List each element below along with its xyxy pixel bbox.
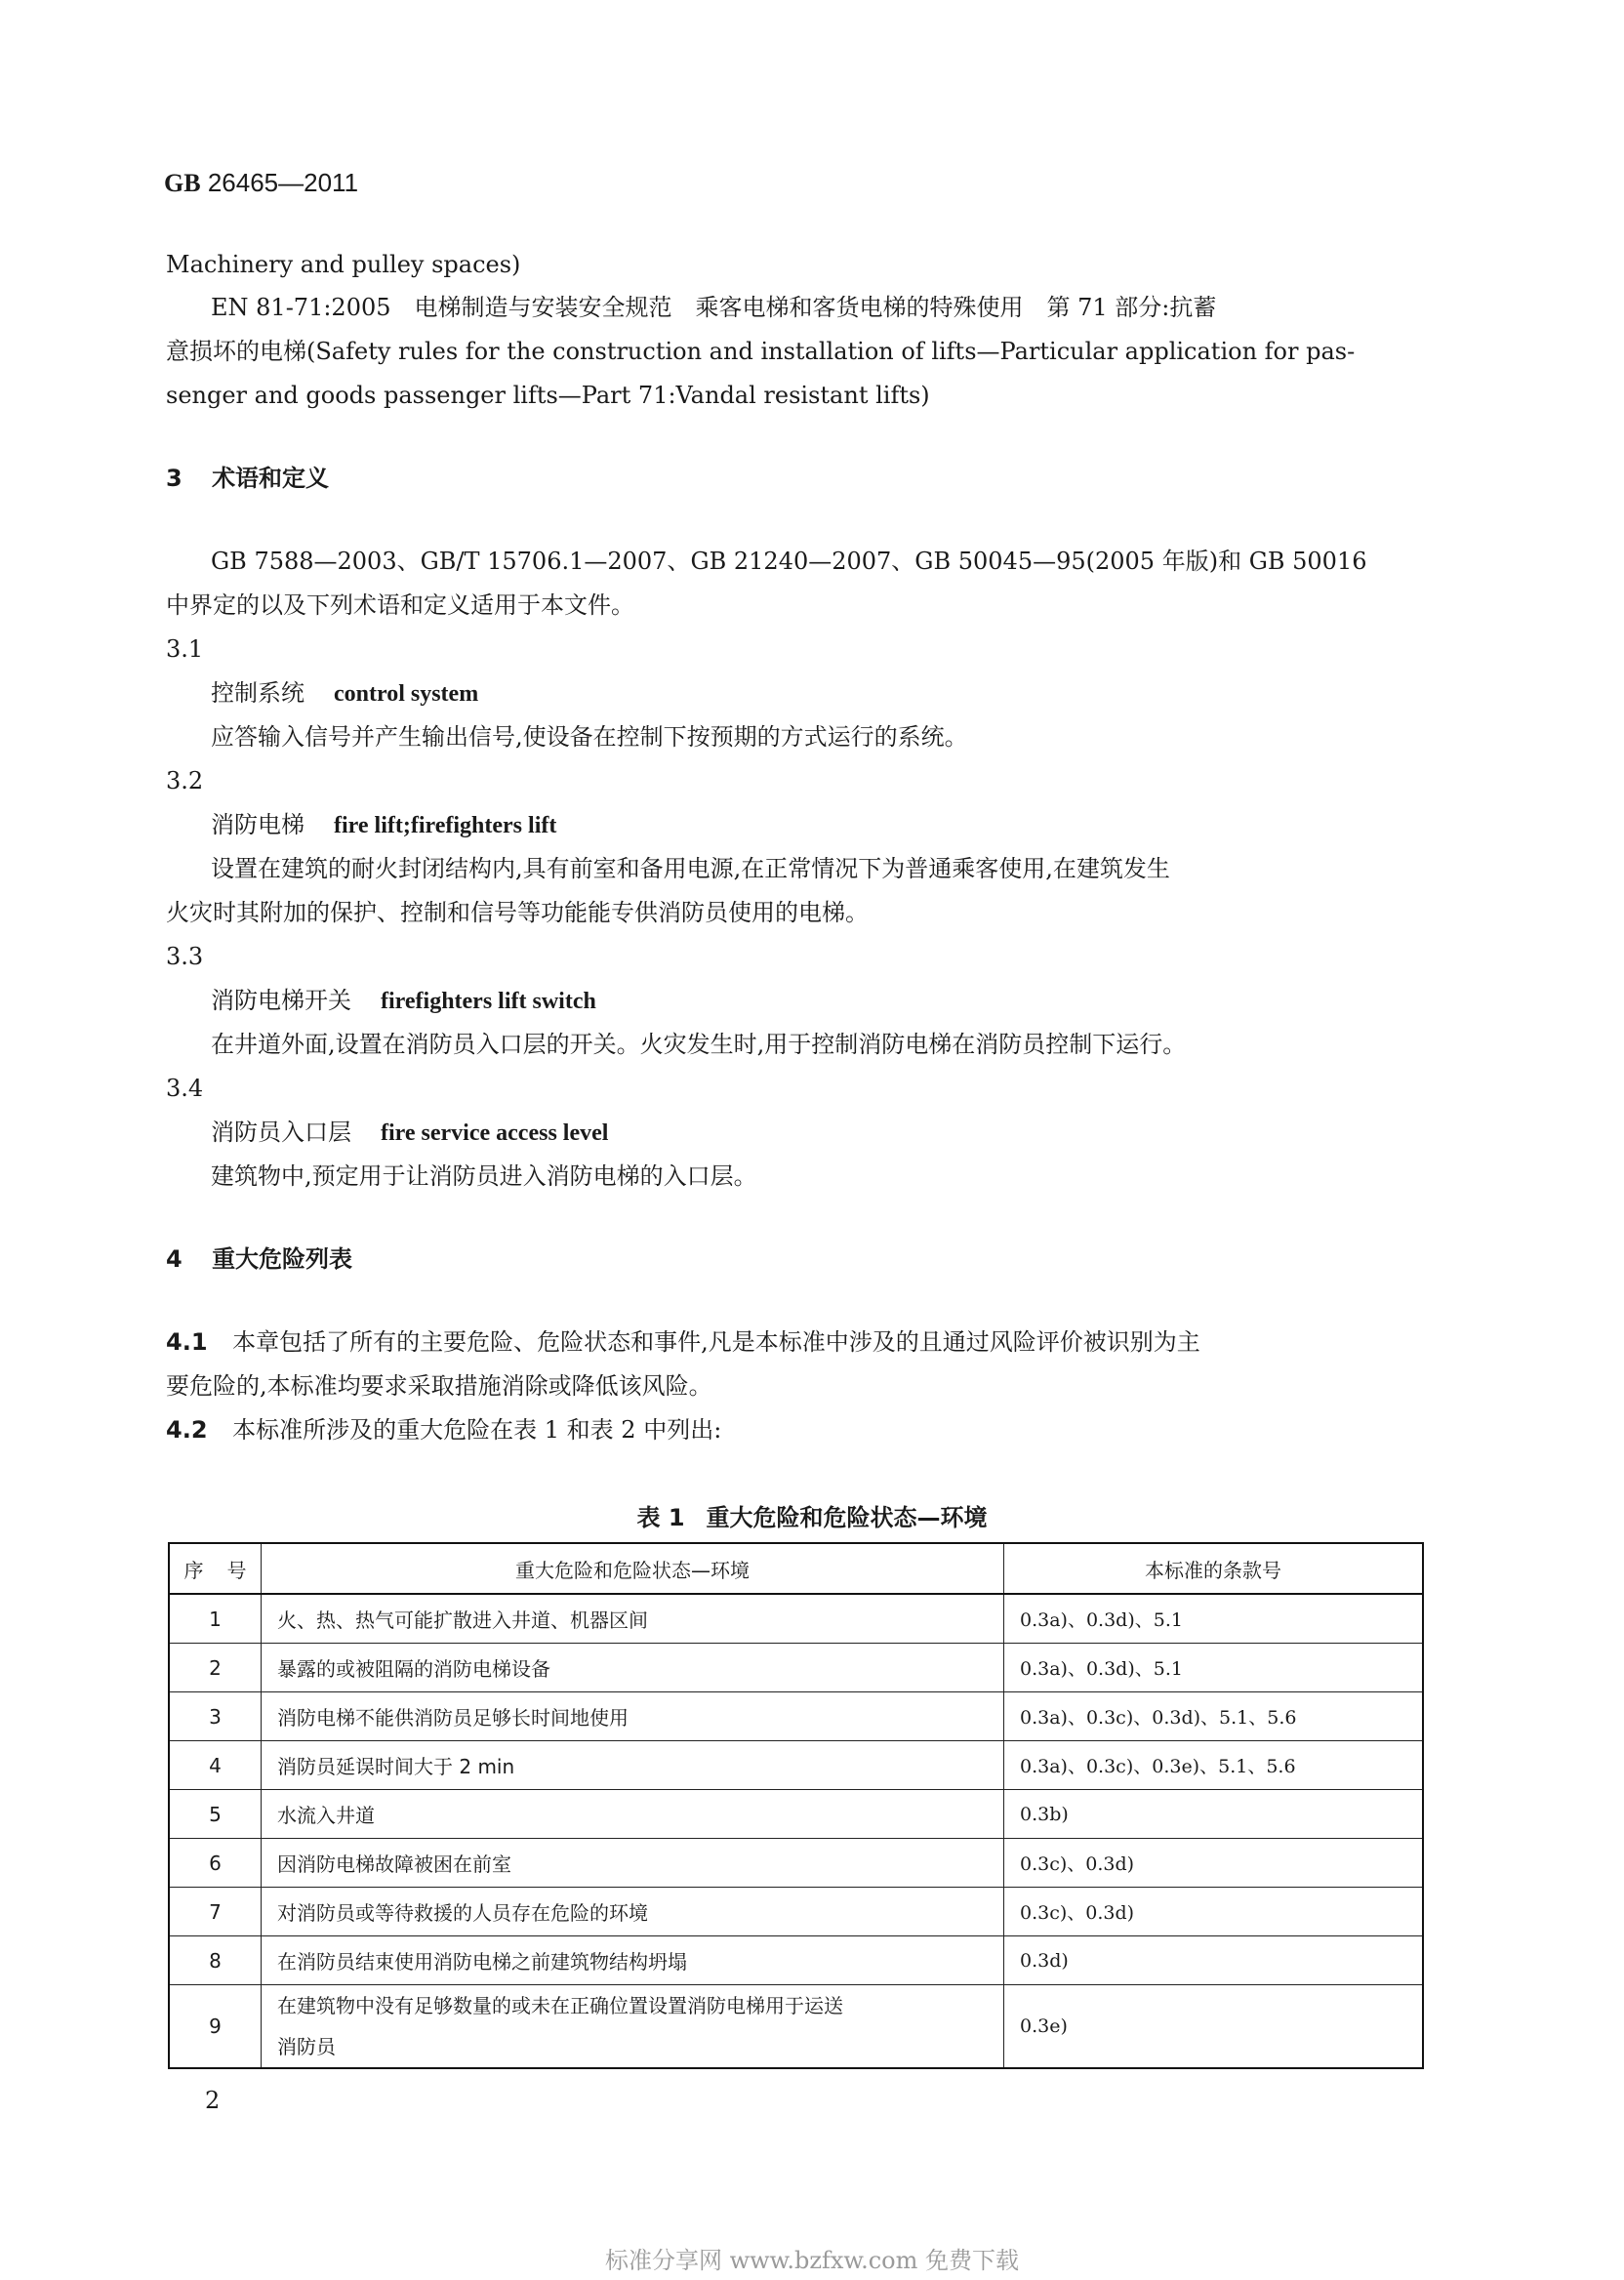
term-definition: 在井道外面,设置在消防员入口层的开关。火灾发生时,用于控制消防电梯在消防员控制下运行。: [211, 1031, 1187, 1058]
term-title: [211, 678, 478, 709]
row-number: 5: [169, 1790, 262, 1839]
row-clause: 0.3e): [1004, 1985, 1424, 2069]
header-clause: 本标准的条款号: [1004, 1543, 1424, 1594]
section-3-number: 3: [166, 465, 183, 492]
header-hazard: 重大危险和危险状态—环境: [262, 1543, 1004, 1594]
row-number: 1: [169, 1594, 262, 1644]
table-row: [169, 1790, 1423, 1839]
term-number: 3.3: [166, 943, 204, 970]
section-4-title: 重大危险列表: [212, 1245, 353, 1273]
term-cn: 控制系统: [211, 679, 304, 707]
reference-en81-71-line3: senger and goods passenger lifts—Part 71:Vandal resistant lifts): [166, 382, 930, 409]
row-hazard: 水流入井道: [262, 1790, 1004, 1839]
table-row: [169, 1985, 1423, 2069]
row-hazard: 对消防员或等待救援的人员存在危险的环境: [262, 1888, 1004, 1936]
section-3-heading: [166, 464, 329, 493]
term-en: control system: [334, 681, 479, 707]
reference-en81-71-line2: 意损坏的电梯(Safety rules for the construction and installation of lifts—Particular application for pas-: [166, 338, 1356, 365]
table-row: [169, 1594, 1423, 1644]
term-en: fire lift;firefighters lift: [334, 813, 557, 838]
row-number: 4: [169, 1741, 262, 1790]
section-3-intro-line1: GB 7588—2003、GB/T 15706.1—2007、GB 21240—2007、GB 50045—95(2005 年版)和 GB 50016: [211, 548, 1367, 575]
header-serial-number: [169, 1543, 262, 1594]
row-clause: 0.3c)、0.3d): [1004, 1839, 1424, 1888]
section-4-heading: [166, 1244, 352, 1274]
row-clause: 0.3a)、0.3d)、5.1: [1004, 1644, 1424, 1692]
row-number: 6: [169, 1839, 262, 1888]
table-row: [169, 1936, 1423, 1985]
row-clause: 0.3a)、0.3c)、0.3d)、5.1、5.6: [1004, 1692, 1424, 1741]
term-definition: 建筑物中,预定用于让消防员进入消防电梯的入口层。: [211, 1162, 757, 1190]
table-1-caption: 重大危险和危险状态—环境: [706, 1504, 988, 1531]
term-cn: 消防电梯: [211, 811, 304, 838]
table-1-title: [0, 1498, 1624, 1532]
table-1-number: 表 1: [636, 1504, 685, 1531]
row-number: 3: [169, 1692, 262, 1741]
clause-4-1-number: 4.1: [166, 1328, 208, 1356]
row-clause: 0.3a)、0.3c)、0.3e)、5.1、5.6: [1004, 1741, 1424, 1790]
row-hazard-line1: 在建筑物中没有足够数量的或未在正确位置设置消防电梯用于运送: [277, 1994, 843, 2017]
row-hazard: 消防电梯不能供消防员足够长时间地使用: [262, 1692, 1004, 1741]
term-number: 3.1: [166, 635, 204, 663]
reference-en81-71-line1: EN 81-71:2005 电梯制造与安装安全规范 乘客电梯和客货电梯的特殊使用 第 71 部分:抗蓄: [211, 294, 1217, 321]
row-clause: 0.3c)、0.3d): [1004, 1888, 1424, 1936]
clause-4-1-line1: [166, 1327, 1200, 1357]
header-serial-char-1: 序: [183, 1558, 204, 1582]
clause-4-1-line2: 要危险的,本标准均要求采取措施消除或降低该风险。: [166, 1372, 712, 1400]
row-hazard: 在消防员结束使用消防电梯之前建筑物结构坍塌: [262, 1936, 1004, 1985]
term-number: 3.4: [166, 1075, 204, 1102]
row-hazard-line2: 消防员: [277, 2035, 336, 2058]
term-cn: 消防员入口层: [211, 1119, 351, 1146]
term-cn: 消防电梯开关: [211, 987, 351, 1014]
term-title: [211, 986, 596, 1016]
row-clause: 0.3a)、0.3d)、5.1: [1004, 1594, 1424, 1644]
clause-4-1-text: 本章包括了所有的主要危险、危险状态和事件,凡是本标准中涉及的且通过风险评价被识别为主: [232, 1328, 1200, 1356]
row-clause: 0.3d): [1004, 1936, 1424, 1985]
term-en: firefighters lift switch: [381, 989, 596, 1014]
section-3-intro-line2: 中界定的以及下列术语和定义适用于本文件。: [166, 591, 634, 619]
term-en: fire service access level: [381, 1120, 609, 1146]
row-clause: 0.3b): [1004, 1790, 1424, 1839]
table-row: [169, 1644, 1423, 1692]
row-number: 8: [169, 1936, 262, 1985]
term-definition: 应答输入信号并产生输出信号,使设备在控制下按预期的方式运行的系统。: [211, 723, 968, 751]
term-definition: 火灾时其附加的保护、控制和信号等功能能专供消防员使用的电梯。: [166, 899, 869, 926]
hazards-table: [168, 1542, 1424, 2069]
table-row: [169, 1692, 1423, 1741]
term-title: [211, 810, 556, 840]
standard-number: 26465—2011: [207, 168, 359, 197]
row-hazard: [262, 1985, 1004, 2069]
clause-4-2: [166, 1415, 721, 1445]
row-number: 7: [169, 1888, 262, 1936]
row-number: 9: [169, 1985, 262, 2069]
row-hazard: 暴露的或被阻隔的消防电梯设备: [262, 1644, 1004, 1692]
page-number: 2: [205, 2087, 221, 2114]
table-row: [169, 1741, 1423, 1790]
table-header-row: [169, 1543, 1423, 1594]
row-hazard: 消防员延误时间大于 2 min: [262, 1741, 1004, 1790]
term-number: 3.2: [166, 767, 204, 794]
row-hazard: 因消防电梯故障被困在前室: [262, 1839, 1004, 1888]
table-row: [169, 1839, 1423, 1888]
row-hazard: 火、热、热气可能扩散进入井道、机器区间: [262, 1594, 1004, 1644]
reference-continuation: Machinery and pulley spaces): [166, 251, 521, 278]
standard-prefix: GB: [164, 169, 201, 197]
section-3-title: 术语和定义: [212, 465, 330, 492]
header-serial-char-2: 号: [226, 1558, 247, 1582]
table-row: [169, 1888, 1423, 1936]
clause-4-2-text: 本标准所涉及的重大危险在表 1 和表 2 中列出:: [232, 1416, 722, 1444]
term-definition: 设置在建筑的耐火封闭结构内,具有前室和备用电源,在正常情况下为普通乘客使用,在建筑发生: [211, 855, 1170, 882]
watermark-link[interactable]: 标准分享网 www.bzfxw.com 免费下载: [604, 2247, 1020, 2274]
row-number: 2: [169, 1644, 262, 1692]
section-4-number: 4: [166, 1245, 183, 1273]
clause-4-2-number: 4.2: [166, 1416, 208, 1444]
standard-code: [164, 168, 358, 198]
term-title: [211, 1118, 608, 1148]
